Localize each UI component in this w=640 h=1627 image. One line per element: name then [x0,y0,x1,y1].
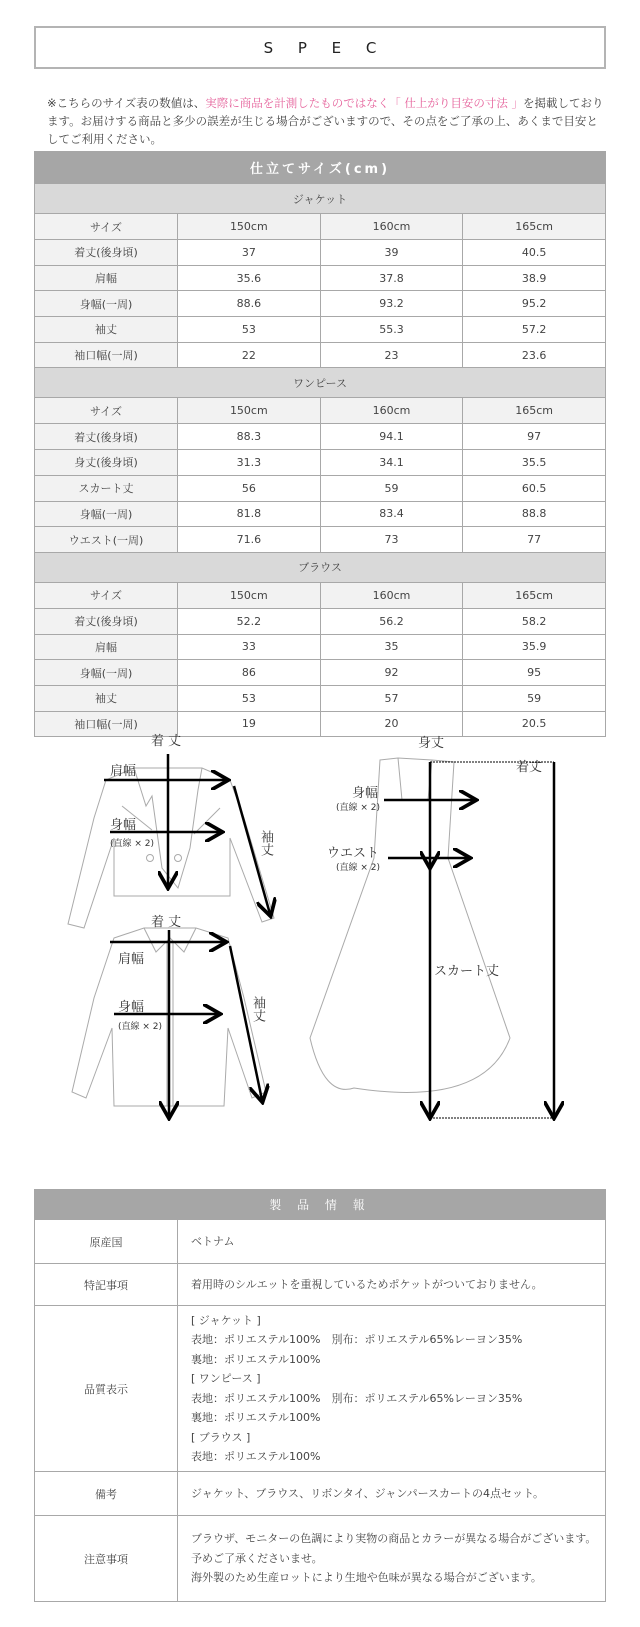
row-label: 着丈(後身頃) [35,424,178,450]
product-info-title: 製 品 情 報 [35,1190,606,1220]
row-label: 袖丈 [35,317,178,343]
size-value: 35 [320,634,463,660]
table-row [35,527,606,553]
spec-title: S P E C [263,38,387,57]
info-row [35,1516,606,1602]
table-row [35,265,606,291]
table-row [35,608,606,634]
row-label: 肩幅 [35,634,178,660]
jacket-length-label: 着 丈 [151,734,182,749]
dress-skirt-label: スカート丈 [434,964,500,979]
size-value: 86 [178,660,321,686]
info-line: ベトナム [191,1234,235,1248]
blouse-body-note: (直線 × 2) [118,1022,163,1032]
info-line: ブラウザ、モニターの色調により実物の商品とカラーが異なる場合がございます。 [191,1532,597,1546]
size-value: 40.5 [463,240,606,266]
info-label: 特記事項 [35,1264,178,1306]
column-header: 160cm [320,214,463,240]
section-header: ワンピース [35,368,606,398]
row-label: 袖口幅(一周) [35,342,178,368]
size-value: 77 [463,527,606,553]
info-line: ジャケット、ブラウス、リボンタイ、ジャンパースカートの4点セット。 [191,1486,545,1500]
size-notice [47,94,607,148]
column-header: サイズ [35,582,178,608]
row-label: ウエスト(一周) [35,527,178,553]
info-line: 裏地：ポリエステル100% [191,1411,321,1424]
jacket-body-label: 身幅 [110,818,137,833]
info-row [35,1472,606,1516]
dress-body-note: (直線 × 2) [336,803,381,813]
size-value: 38.9 [463,265,606,291]
size-value: 94.1 [320,424,463,450]
row-label: 肩幅 [35,265,178,291]
table-row [35,291,606,317]
size-value: 95.2 [463,291,606,317]
size-value: 52.2 [178,608,321,634]
column-header: 160cm [320,398,463,424]
size-value: 95 [463,660,606,686]
blouse-shoulder-label: 肩幅 [118,952,145,967]
row-label: 身幅(一周) [35,660,178,686]
jacket-shoulder-label: 肩幅 [110,764,137,779]
table-row [35,240,606,266]
blouse-length-label: 着 丈 [151,915,182,930]
info-value [178,1220,606,1264]
notice-text-1: ※こちらのサイズ表の数値は、 [47,96,206,110]
row-label: スカート丈 [35,475,178,501]
size-value: 88.8 [463,501,606,527]
column-header: 165cm [463,582,606,608]
column-header: 160cm [320,582,463,608]
size-value: 56 [178,475,321,501]
size-value: 35.9 [463,634,606,660]
measurement-diagrams [34,734,606,1168]
size-value: 59 [463,685,606,711]
blouse-body-label: 身幅 [118,1000,145,1015]
info-value [178,1472,606,1516]
size-value: 57 [320,685,463,711]
size-value: 73 [320,527,463,553]
column-header: 165cm [463,214,606,240]
info-line: 表地：ポリエステル100% [191,1450,321,1463]
info-line: 予めご了承くださいませ。 [191,1551,323,1565]
size-value: 37.8 [320,265,463,291]
row-label: 身丈(後身頃) [35,450,178,476]
info-value [178,1306,606,1472]
column-header: 150cm [178,582,321,608]
size-value: 57.2 [463,317,606,343]
row-label: 身幅(一周) [35,291,178,317]
size-value: 23.6 [463,342,606,368]
section-header: ブラウス [35,552,606,582]
column-header: サイズ [35,398,178,424]
size-value: 23 [320,342,463,368]
spec-header [34,26,606,69]
size-value: 19 [178,711,321,737]
size-value: 53 [178,685,321,711]
dress-waist-note: (直線 × 2) [336,863,381,873]
info-line: 着用時のシルエットを重視しているためポケットがついておりません。 [191,1277,543,1291]
column-header: 165cm [463,398,606,424]
size-table-title: 仕立てサイズ(cm) [35,152,606,184]
jacket-body-note: (直線 × 2) [110,839,155,849]
info-label: 注意事項 [35,1516,178,1602]
size-value: 88.6 [178,291,321,317]
info-line: 表地：ポリエステル100% 別布：ポリエステル65%レーヨン35% [191,1333,523,1346]
column-header: 150cm [178,214,321,240]
size-value: 20.5 [463,711,606,737]
table-row [35,634,606,660]
info-row [35,1220,606,1264]
info-row [35,1306,606,1472]
info-label: 備考 [35,1472,178,1516]
notice-highlight: 実際に商品を計測したものではなく「 仕上がり目安の寸法 」 [205,96,524,110]
size-value: 39 [320,240,463,266]
size-value: 37 [178,240,321,266]
size-value: 92 [320,660,463,686]
jacket-sleeve-label: 袖丈 [258,830,273,856]
info-line: [ ブラウス ] [191,1430,251,1444]
info-line: [ ワンピース ] [191,1372,261,1385]
row-label: 袖丈 [35,685,178,711]
row-label: 着丈(後身頃) [35,608,178,634]
size-value: 81.8 [178,501,321,527]
table-row [35,475,606,501]
column-header: 150cm [178,398,321,424]
size-value: 56.2 [320,608,463,634]
size-value: 88.3 [178,424,321,450]
size-value: 33 [178,634,321,660]
size-table [34,151,606,737]
info-line: 海外製のため生産ロットにより生地や色味が異なる場合がございます。 [191,1571,542,1585]
size-value: 55.3 [320,317,463,343]
table-row [35,711,606,737]
product-info-table [34,1189,606,1602]
size-value: 53 [178,317,321,343]
table-row [35,424,606,450]
info-row [35,1264,606,1306]
size-value: 59 [320,475,463,501]
size-value: 97 [463,424,606,450]
row-label: 身幅(一周) [35,501,178,527]
size-value: 35.6 [178,265,321,291]
dress-bodice-label: 身丈 [418,736,445,751]
row-label: 着丈(後身頃) [35,240,178,266]
blouse-sleeve-label: 袖丈 [250,996,265,1022]
table-row [35,317,606,343]
info-label: 原産国 [35,1220,178,1264]
info-value [178,1264,606,1306]
row-label: 袖口幅(一周) [35,711,178,737]
column-header: サイズ [35,214,178,240]
section-header: ジャケット [35,184,606,214]
size-value: 22 [178,342,321,368]
size-value: 71.6 [178,527,321,553]
size-value: 20 [320,711,463,737]
table-row [35,342,606,368]
info-line: [ ジャケット ] [191,1313,261,1327]
table-row [35,501,606,527]
size-value: 83.4 [320,501,463,527]
table-row [35,660,606,686]
dress-waist-label: ウエスト [327,846,380,861]
size-value: 35.5 [463,450,606,476]
table-row [35,450,606,476]
size-value: 58.2 [463,608,606,634]
info-label: 品質表示 [35,1306,178,1472]
size-value: 93.2 [320,291,463,317]
dress-length-label: 着丈 [516,760,543,775]
info-value [178,1516,606,1602]
dress-body-label: 身幅 [352,786,379,801]
size-value: 34.1 [320,450,463,476]
table-row [35,685,606,711]
size-value: 60.5 [463,475,606,501]
info-line: 裏地：ポリエステル100% [191,1352,321,1366]
size-value: 31.3 [178,450,321,476]
notice-text-2: を掲載しております。お届けする商品と多少の誤差が生じる場合がございますので、その点をご了承の上、あくまで目安としてご利用ください。 [47,96,604,146]
info-line: 表地：ポリエステル100% 別布：ポリエステル65%レーヨン35% [191,1391,523,1405]
